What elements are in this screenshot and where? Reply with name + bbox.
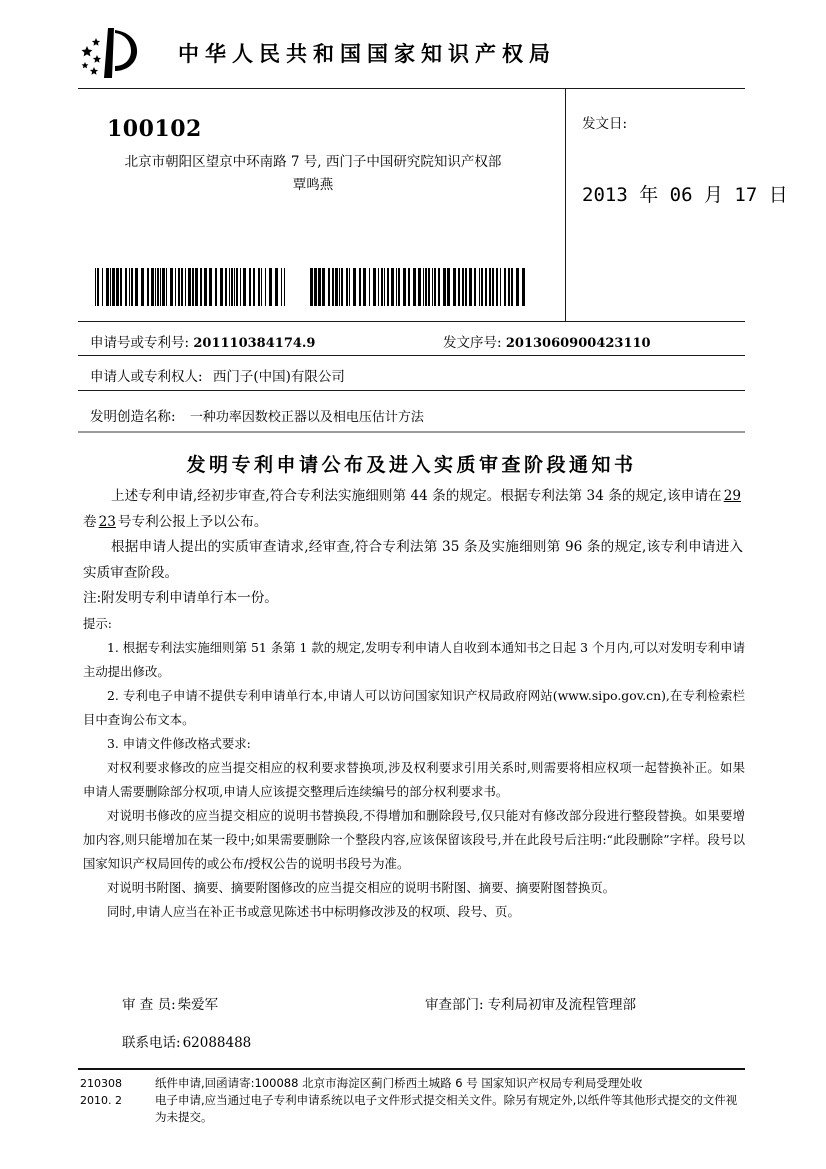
applicant-label: 申请人或专利权人: bbox=[90, 369, 203, 385]
application-number-label: 申请号或专利号: bbox=[90, 335, 190, 351]
notes-section bbox=[83, 612, 745, 924]
applicant-value: 西门子(中国)有限公司 bbox=[212, 369, 345, 385]
body-paragraph-1 bbox=[83, 484, 743, 535]
invention-title-value: 一种功率因数校正器以及相电压估计方法 bbox=[189, 410, 424, 425]
contact-phone-value: 62088488 bbox=[182, 1035, 252, 1051]
footer-form-code: 210308 bbox=[80, 1077, 122, 1090]
footer-instructions bbox=[155, 1075, 745, 1126]
note-item-3b: 对说明书修改的应当提交相应的说明书替换段,不得增加和删除段号,仅只能对有修改部分段进行整段替换。如果要增加内容,则只能增加在某一段中;如果需要删除一个整段内容,应该保留该段号,并在此段号后注明:“此段删除”字样。段号以国家知识产权局回传的或公布/授权公告的说明书段号为准。 bbox=[83, 808, 745, 871]
applicant-field bbox=[90, 365, 345, 385]
footer-line-1: 纸件申请,回函请寄:100088 北京市海淀区蓟门桥西土城路 6 号 国家知识产权局专利局受理处收 bbox=[155, 1076, 643, 1090]
note-item-3d: 同时,申请人应当在补正书或意见陈述书中标明修改涉及的权项、段号、页。 bbox=[107, 904, 520, 919]
note-item-3a: 对权利要求修改的应当提交相应的权利要求替换项,涉及权利要求引用关系时,则需要将相应权项一起替换补正。如果申请人需要删除部分权项,申请人应该提交整理后连续编号的部分权利要求书。 bbox=[83, 760, 745, 799]
document-heading: 发明专利申请公布及进入实质审查阶段通知书 bbox=[186, 454, 637, 476]
dispatch-serial-value: 2013060900423110 bbox=[505, 336, 651, 351]
contact-phone-label: 联系电话: bbox=[122, 1035, 181, 1051]
department-field bbox=[425, 993, 636, 1013]
notes-title: 提示: bbox=[83, 616, 112, 631]
body-p1-part-c: 号专利公报上予以公布。 bbox=[117, 513, 268, 530]
application-number-field bbox=[90, 331, 315, 351]
application-row-divider bbox=[78, 355, 745, 356]
applicant-row-divider bbox=[78, 390, 745, 391]
body-p1-part-a: 上述专利申请,经初步审查,符合专利法实施细则第 44 条的规定。根据专利法第 34 条的规定,该申请在 bbox=[111, 488, 722, 504]
note-item-3: 3. 申请文件修改格式要求: bbox=[107, 736, 251, 751]
recipient-postcode: 100102 bbox=[107, 116, 202, 142]
sipo-emblem-logo bbox=[78, 26, 140, 84]
barcode-section-divider bbox=[78, 321, 745, 322]
invention-title-field bbox=[90, 405, 424, 425]
dispatch-date-value: 2013 年 06 月 17 日 bbox=[582, 184, 788, 206]
publication-issue: 23 bbox=[98, 513, 116, 530]
organization-title: 中华人民共和国国家知识产权局 bbox=[178, 42, 556, 66]
examiner-field bbox=[122, 993, 218, 1013]
dispatch-serial-label: 发文序号: bbox=[443, 335, 502, 351]
publication-volume: 29 bbox=[723, 488, 741, 504]
document-header bbox=[78, 26, 745, 88]
recipient-address: 北京市朝阳区望京中环南路 7 号, 西门子中国研究院知识产权部 bbox=[124, 154, 502, 170]
contact-phone-field bbox=[122, 1031, 251, 1051]
invention-row-divider bbox=[78, 431, 745, 433]
body-paragraph-3: 注:附发明专利申请单行本一份。 bbox=[83, 590, 278, 606]
note-item-1: 1. 根据专利法实施细则第 51 条第 1 款的规定,发明专利申请人自收到本通知书之日起 3 个月内,可以对发明专利申请主动提出修改。 bbox=[83, 640, 745, 679]
department-name: 专利局初审及流程管理部 bbox=[487, 997, 637, 1013]
footer-form-version: 2010. 2 bbox=[80, 1094, 122, 1107]
note-item-2: 2. 专利电子申请不提供专利申请单行本,申请人可以访问国家知识产权局政府网站(www.sipo.gov.cn),在专利检索栏目中查询公布文本。 bbox=[83, 688, 745, 727]
body-paragraph-2: 根据申请人提出的实质审查请求,经审查,符合专利法第 35 条及实施细则第 96 条的规定,该专利申请进入实质审查阶段。 bbox=[83, 539, 743, 581]
footer-form-codes bbox=[80, 1075, 122, 1109]
footer-divider bbox=[78, 1068, 745, 1070]
note-item-3c: 对说明书附图、摘要、摘要附图修改的应当提交相应的说明书附图、摘要、摘要附图替换页。 bbox=[107, 880, 616, 895]
footer-line-2: 电子申请,应当通过电子专利申请系统以电子文件形式提交相关文件。除另有规定外,以纸件等其他形式提交的文件视为未提交。 bbox=[155, 1093, 738, 1124]
dispatch-date-label: 发文日: bbox=[582, 116, 628, 132]
date-cell-divider bbox=[565, 89, 566, 321]
application-number-value: 201110384174.9 bbox=[193, 336, 316, 351]
document-body bbox=[83, 484, 743, 612]
department-label: 审查部门: bbox=[425, 997, 484, 1013]
examiner-label: 审 查 员: bbox=[122, 997, 176, 1013]
examiner-name: 柴爱军 bbox=[177, 997, 219, 1013]
application-number-barcode bbox=[95, 268, 285, 306]
body-p1-part-b: 卷 bbox=[83, 513, 97, 530]
recipient-contact-name: 覃鸣燕 bbox=[292, 177, 334, 193]
invention-title-label: 发明创造名称: bbox=[90, 409, 176, 425]
dispatch-serial-field bbox=[443, 331, 651, 351]
header-divider bbox=[78, 88, 745, 89]
dispatch-serial-barcode bbox=[310, 268, 525, 306]
